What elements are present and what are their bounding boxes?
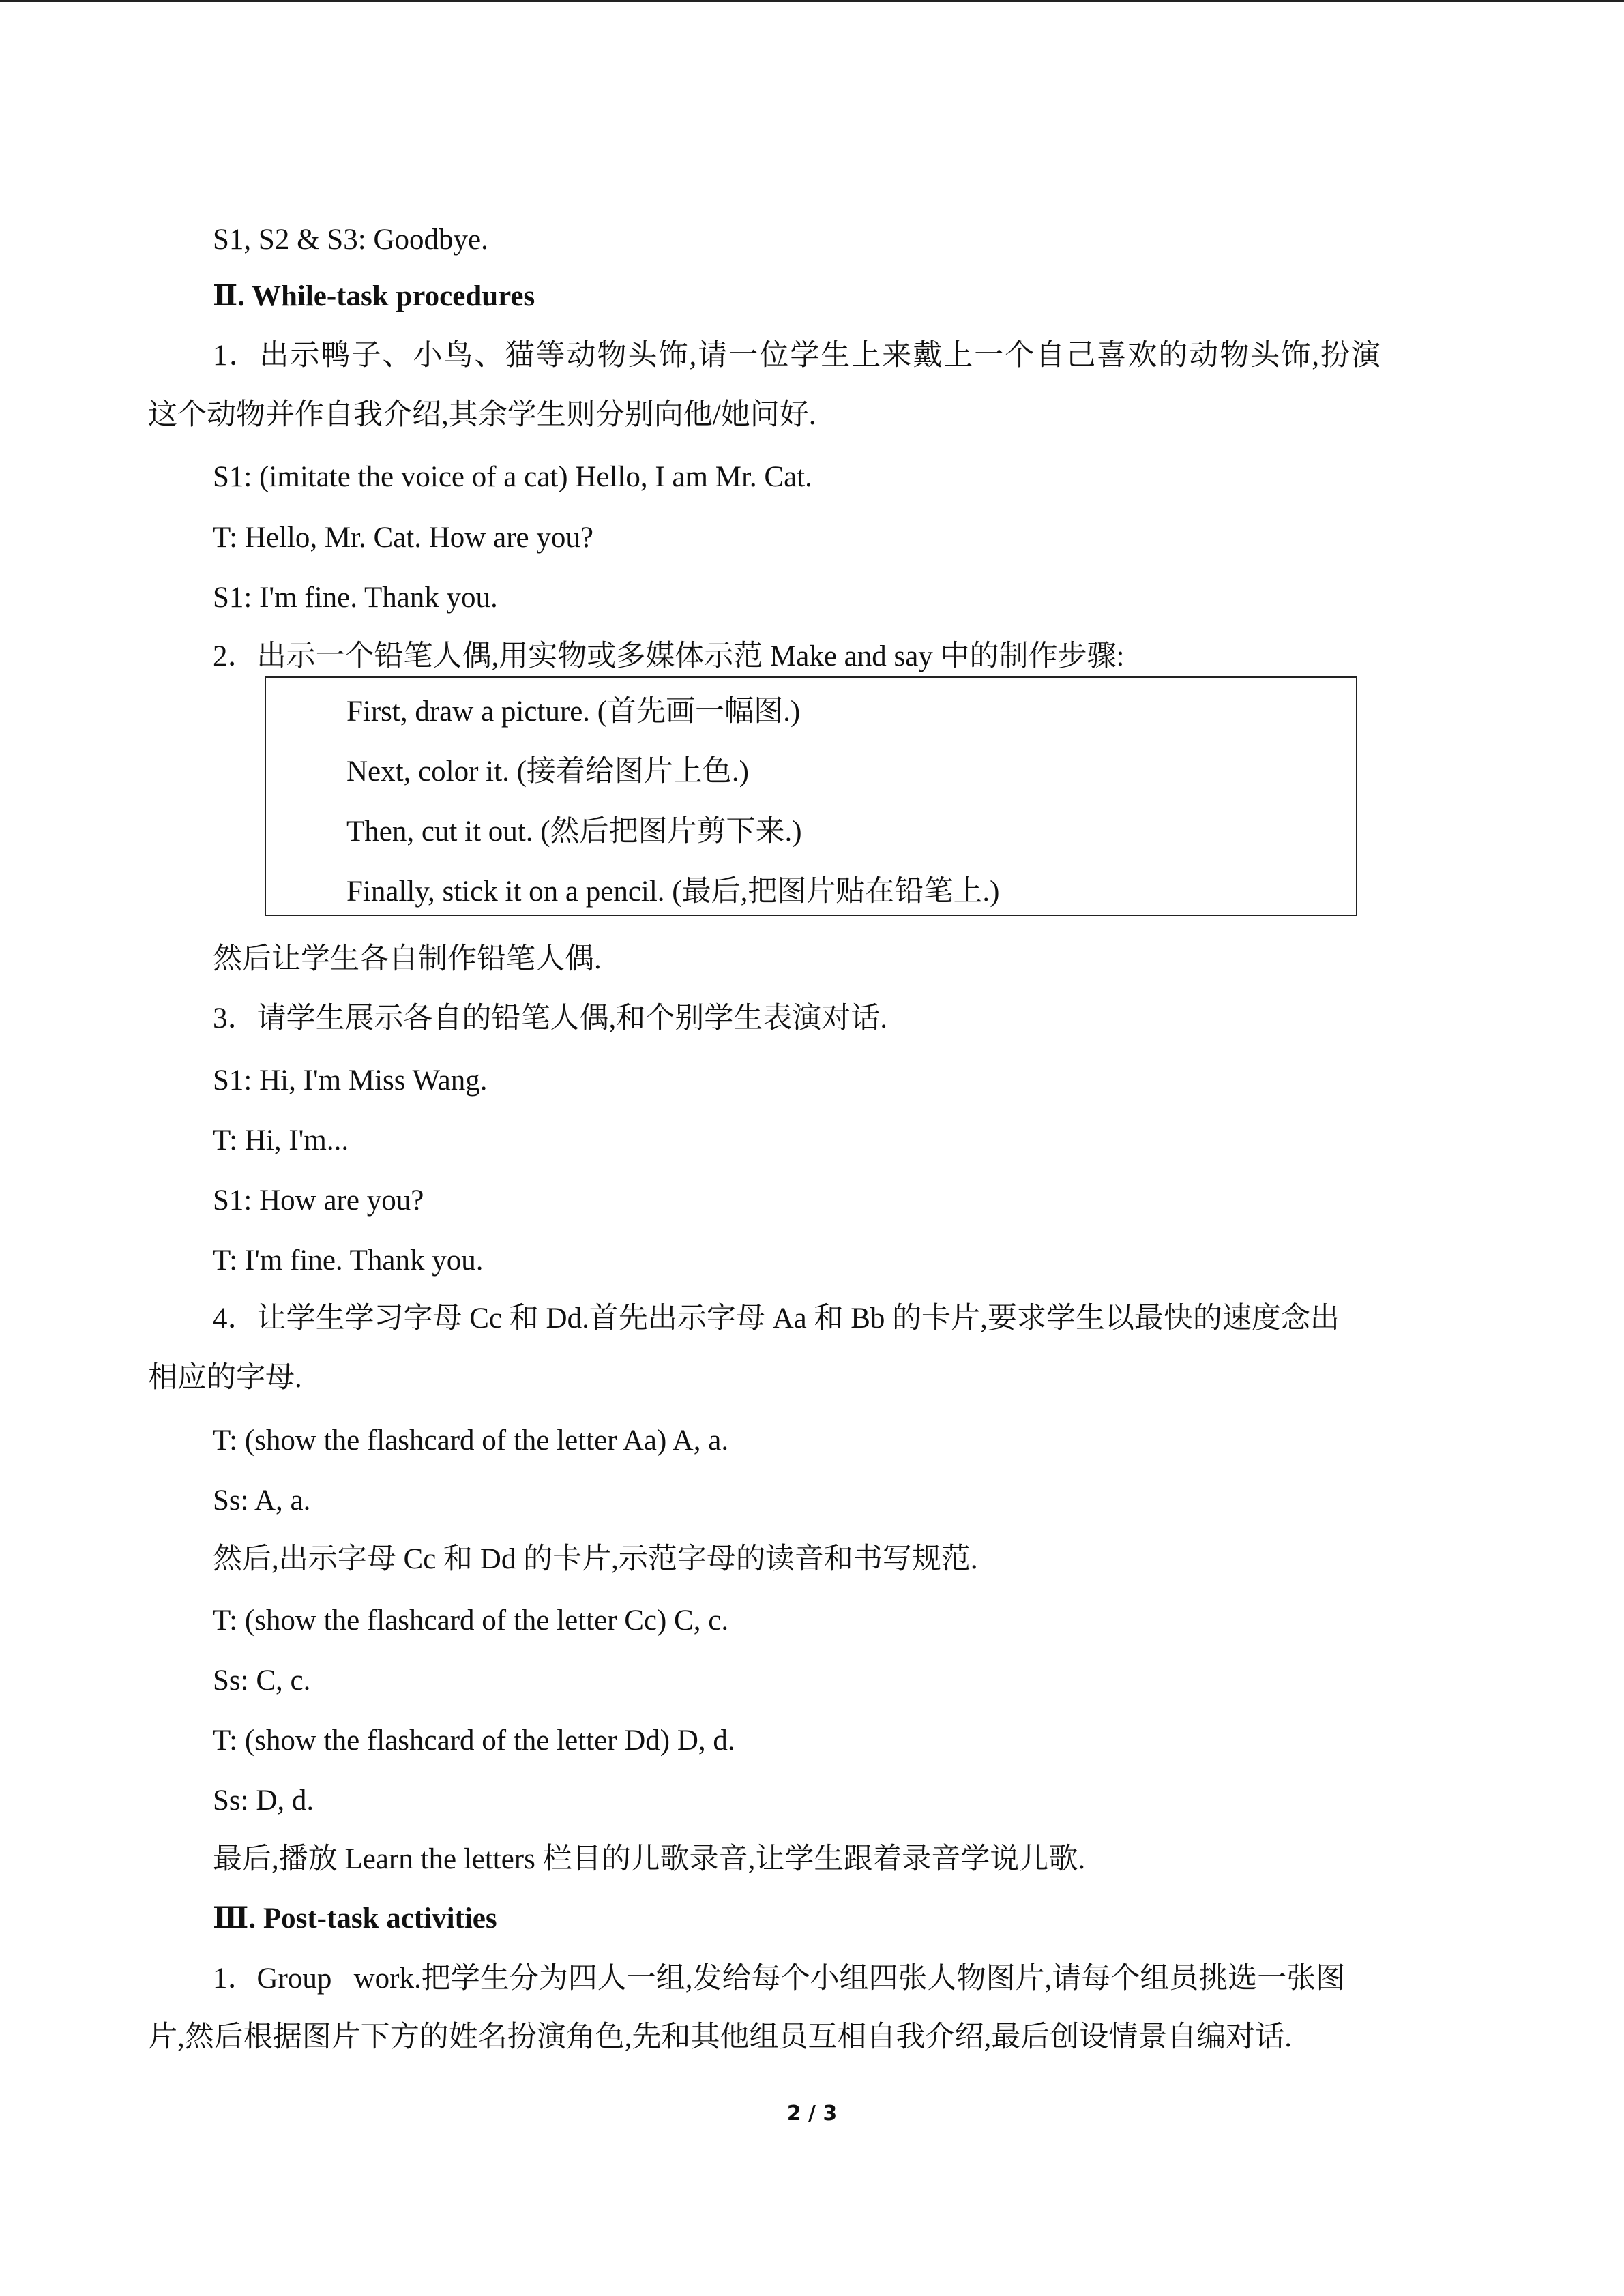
- section-heading-post-task: Ⅲ. Post-task activities: [213, 1903, 497, 1935]
- dialogue-line: S1: I'm fine. Thank you.: [213, 582, 498, 614]
- dialogue-line: S1: How are you?: [213, 1184, 424, 1217]
- instruction-line-continued: 这个动物并作自我介绍,其余学生则分别向他/她问好.: [148, 399, 816, 431]
- instruction-line: 最后,播放 Learn the letters 栏目的儿歌录音,让学生跟着录音学说儿歌.: [213, 1843, 1086, 1875]
- dialogue-line: Ss: C, c.: [213, 1665, 311, 1697]
- make-and-say-steps-box: [265, 676, 1357, 916]
- instruction-line-continued: 片,然后根据图片下方的姓名扮演角色,先和其他组员互相自我介绍,最后创设情景自编对话.: [148, 2021, 1292, 2053]
- dialogue-line: T: (show the flashcard of the letter Aa) A, a.: [213, 1425, 729, 1457]
- step-next: Next, color it. (接着给图片上色.): [346, 756, 749, 788]
- instruction-line: 然后让学生各自制作铅笔人偶.: [213, 943, 602, 975]
- instruction-line: 2．出示一个铅笔人偶,用实物或多媒体示范 Make and say 中的制作步骤:: [213, 640, 1125, 672]
- instruction-line: 3．请学生展示各自的铅笔人偶,和个别学生表演对话.: [213, 1002, 887, 1034]
- instruction-line-continued: 相应的字母.: [148, 1362, 302, 1394]
- dialogue-line: S1, S2 & S3: Goodbye.: [213, 224, 488, 256]
- instruction-line: 1．Group work.把学生分为四人一组,发给每个小组四张人物图片,请每个组员挑选一张图: [213, 1963, 1346, 1995]
- dialogue-line: T: I'm fine. Thank you.: [213, 1244, 484, 1277]
- dialogue-line: T: (show the flashcard of the letter Dd) D, d.: [213, 1725, 735, 1757]
- dialogue-line: T: (show the flashcard of the letter Cc) C, c.: [213, 1605, 729, 1637]
- instruction-line: 然后,出示字母 Cc 和 Dd 的卡片,示范字母的读音和书写规范.: [213, 1543, 978, 1575]
- section-heading-while-task: Ⅱ. While-task procedures: [213, 280, 535, 312]
- instruction-line: 4．让学生学习字母 Cc 和 Dd.首先出示字母 Aa 和 Bb 的卡片,要求学生以最快的速度念出: [213, 1302, 1340, 1335]
- dialogue-line: Ss: A, a.: [213, 1485, 311, 1517]
- instruction-line: 1．出示鸭子、小鸟、猫等动物头饰,请一位学生上来戴上一个自己喜欢的动物头饰,扮演: [213, 340, 1382, 372]
- dialogue-line: S1: (imitate the voice of a cat) Hello, I am Mr. Cat.: [213, 461, 812, 493]
- dialogue-line: S1: Hi, I'm Miss Wang.: [213, 1064, 488, 1097]
- dialogue-line: T: Hi, I'm...: [213, 1124, 349, 1157]
- page-number: 2 / 3: [786, 2102, 838, 2126]
- step-then: Then, cut it out. (然后把图片剪下来.): [346, 816, 802, 848]
- dialogue-line: Ss: D, d.: [213, 1785, 314, 1817]
- step-first: First, draw a picture. (首先画一幅图.): [346, 696, 801, 728]
- dialogue-line: T: Hello, Mr. Cat. How are you?: [213, 522, 593, 554]
- step-finally: Finally, stick it on a pencil. (最后,把图片贴在铅笔上.): [346, 876, 1000, 908]
